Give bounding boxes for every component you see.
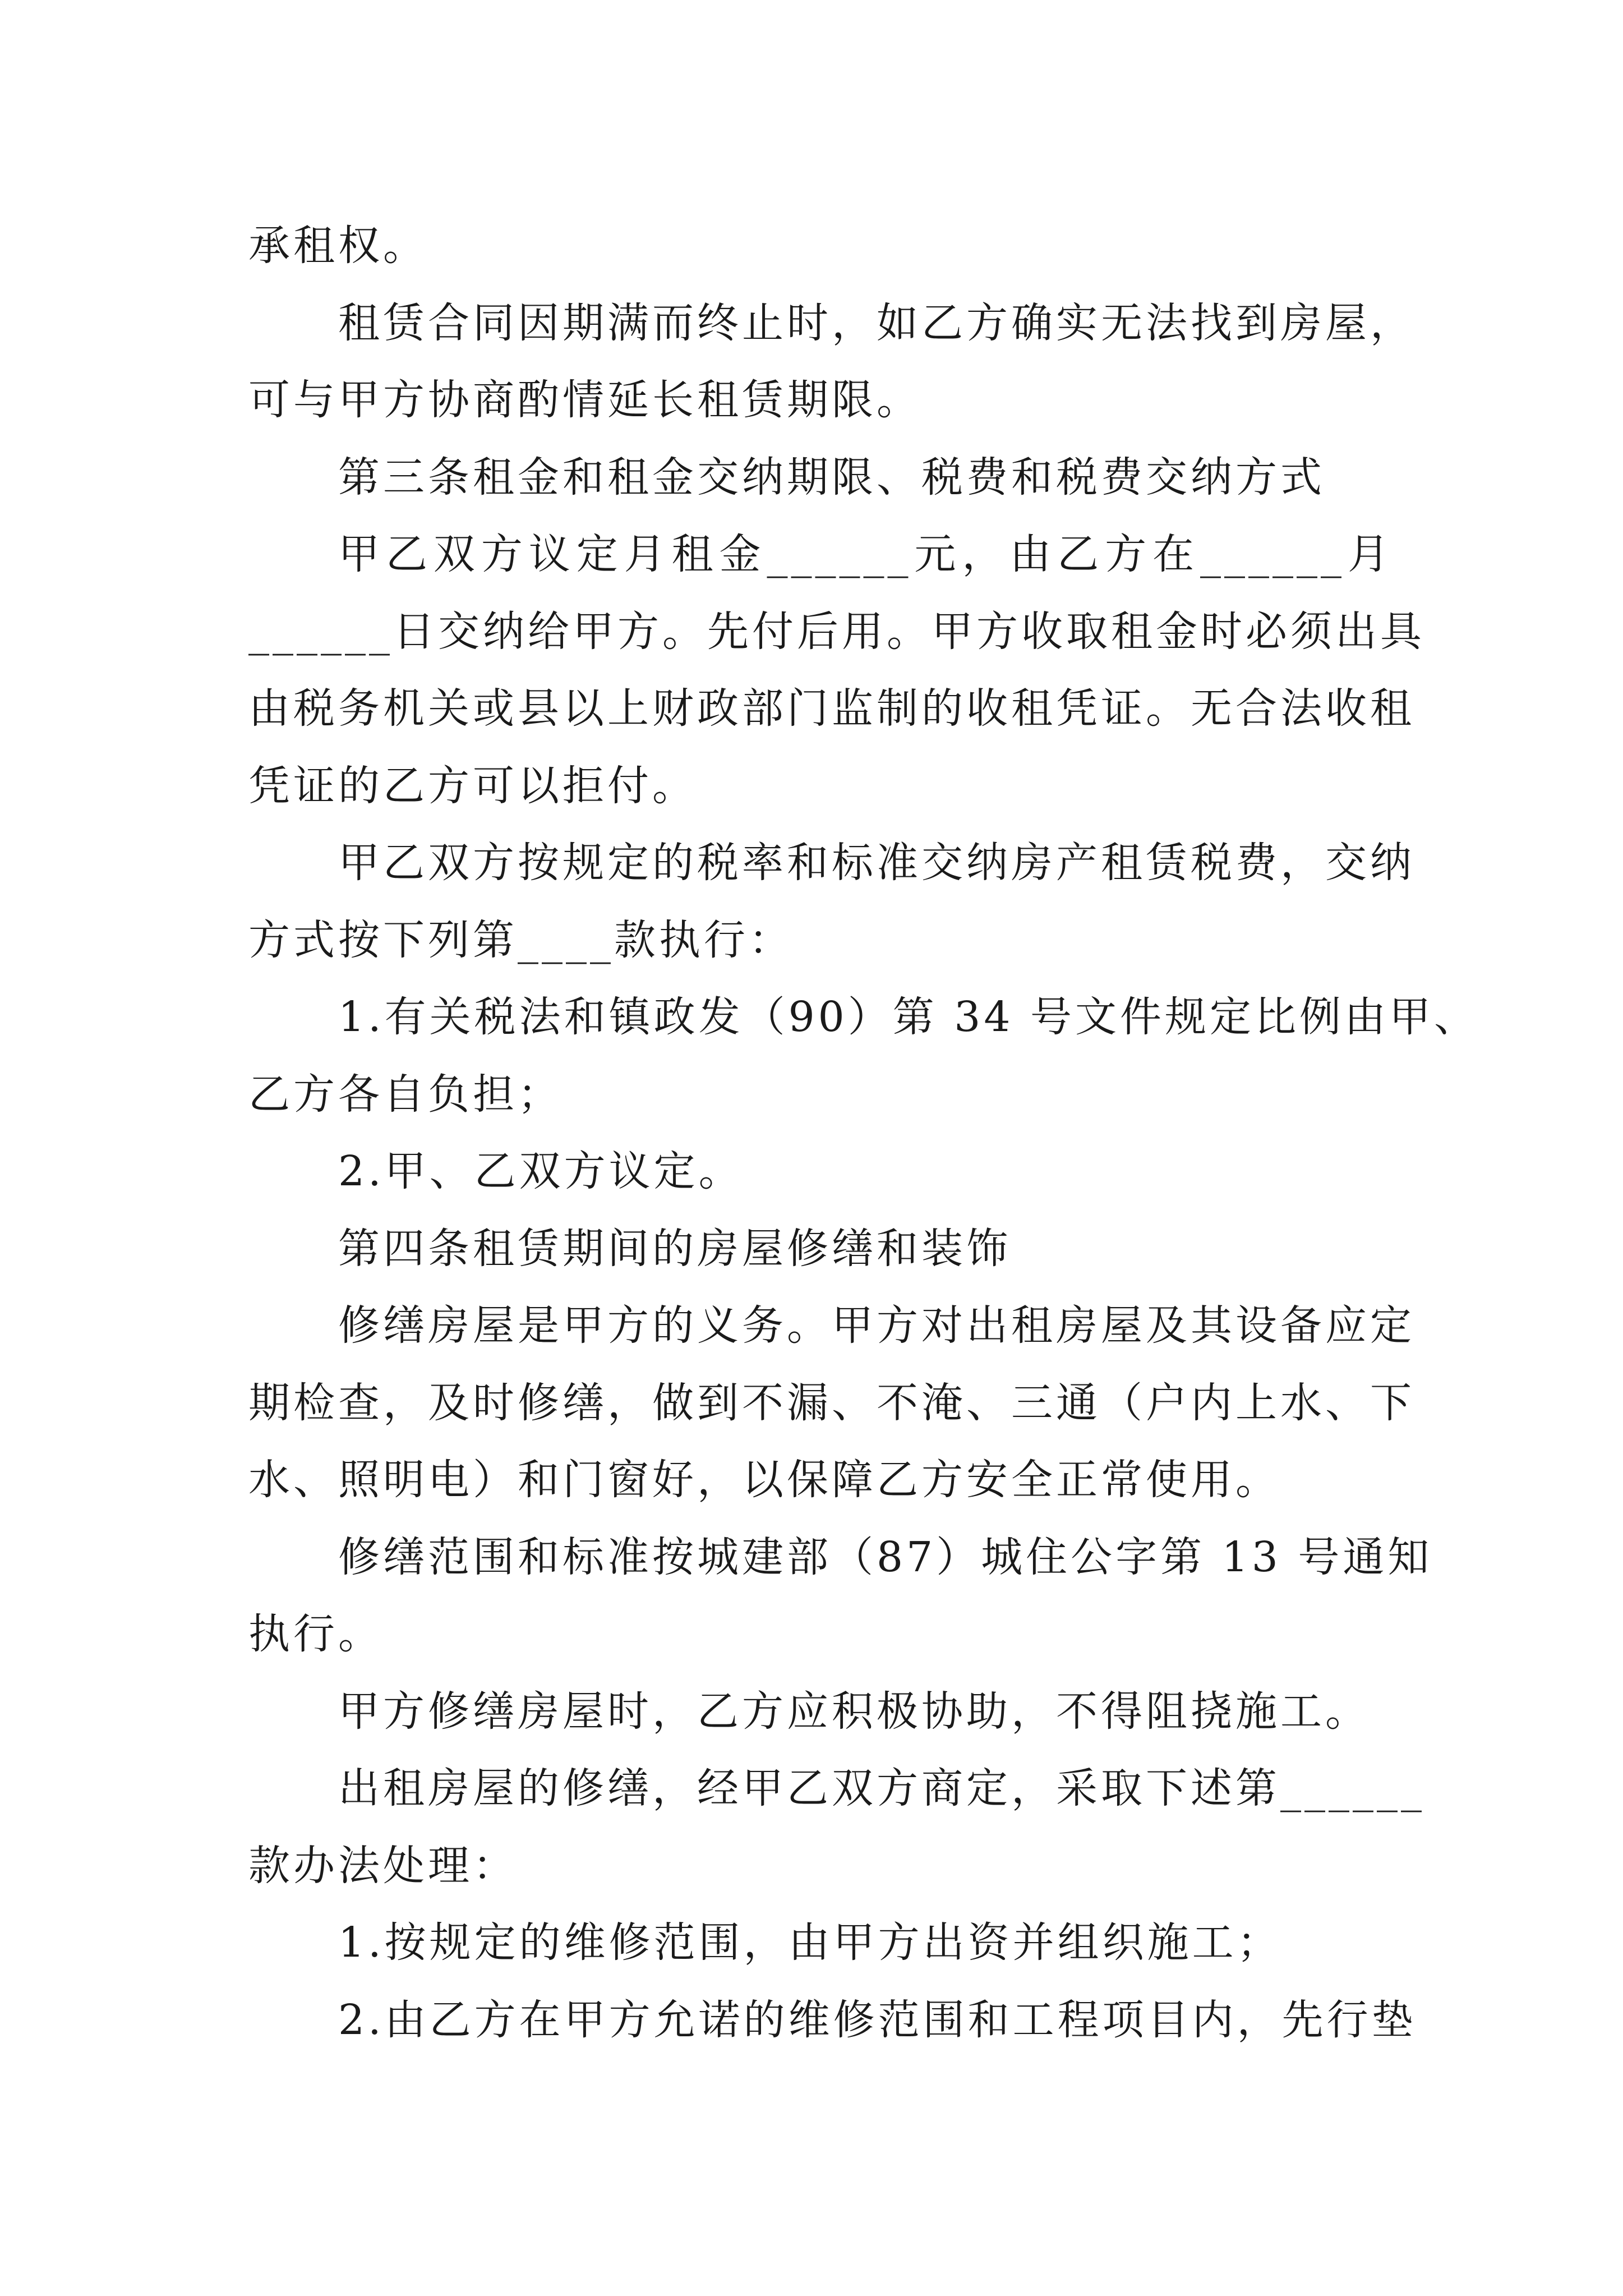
text-line: 由税务机关或县以上财政部门监制的收租凭证。无合法收租 [248,684,1415,733]
text-line: 承租权。 [248,222,428,270]
text-line: 甲方修缮房屋时，乙方应积极协助，不得阻挠施工。 [338,1687,1370,1736]
text-line: ______日交纳给甲方。先付后用。甲方收取租金时必须出具 [248,607,1425,656]
text-line: 期检查，及时修缮，做到不漏、不淹、三通（户内上水、下 [248,1378,1415,1427]
text-line: 甲乙双方按规定的税率和标准交纳房产租赁税费，交纳 [338,839,1415,887]
text-line: 第三条租金和租金交纳期限、税费和税费交纳方式 [338,453,1325,501]
text-line: 修缮范围和标准按城建部（87）城住公字第 13 号通知 [338,1533,1433,1581]
text-line: 款办法处理： [248,1841,518,1890]
text-line: 可与甲方协商酌情延长租赁期限。 [248,376,921,424]
text-line: 2.甲、乙双方议定。 [338,1147,744,1195]
text-line: 方式按下列第____款执行： [248,915,794,964]
text-line: 1.按规定的维修范围，由甲方出资并组织施工； [338,1918,1282,1967]
text-line: 第四条租赁期间的房屋修缮和装饰 [338,1224,1011,1273]
text-line: 2.由乙方在甲方允诺的维修范围和工程项目内，先行垫 [338,1995,1417,2044]
text-line: 执行。 [248,1610,383,1658]
text-line: 修缮房屋是甲方的义务。甲方对出租房屋及其设备应定 [338,1301,1415,1350]
text-line: 凭证的乙方可以拒付。 [248,761,697,810]
text-line: 水、照明电）和门窗好，以保障乙方安全正常使用。 [248,1456,1280,1504]
text-line: 1.有关税法和镇政发（90）第 34 号文件规定比例由甲、 [338,993,1479,1041]
text-line: 出租房屋的修缮，经甲乙双方商定，采取下述第______ [338,1764,1425,1812]
text-line: 乙方各自负担； [248,1070,562,1119]
text-line: 租赁合同因期满而终止时，如乙方确实无法找到房屋， [338,298,1415,347]
document-body [248,208,1479,2059]
text-line: 甲乙双方议定月租金______元，由乙方在______月 [338,530,1393,578]
